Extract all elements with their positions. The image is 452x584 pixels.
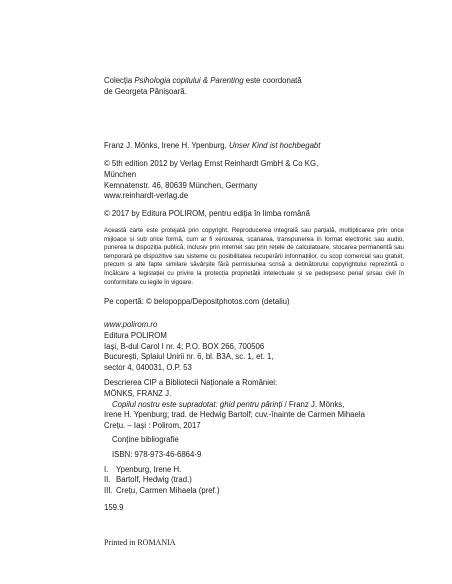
cover-credit: Pe copertă: © belopoppa/Depositphotos.com (detaliu) <box>104 297 290 306</box>
original-title-line <box>104 141 404 152</box>
list-item: III. Crețu, Carmen Mihaela (pref.) <box>104 486 220 496</box>
collection-note <box>104 76 404 98</box>
legal-notice: Această carte este protejată prin copyright. Reproducerea integrală sau parțială, multiplicarea prin orice mijloace și sub orice formă, cum ar fi xeroxarea, scanarea, transpunerea în format electronic sau audio, punerea la dispoziția publică, inclusiv prin internet sau prin rețele de calculatoare, stocarea permanentă sau temporară pe dispozitive sau sisteme cu posibilitatea recuperării informațiilor, cu scop comercial sau gratuit, precum și alte fapte similare săvârșite fără permisiunea scrisă a deținătorului copyrightului reprezintă o încălcare a legislației cu privire la protecția proprietății intelectuale și se pedepsesc penal și/sau civil în conformitate cu legile în vigoare. <box>104 227 404 286</box>
classification: 159.9 <box>104 502 124 512</box>
printed-in: Printed in ROMANIA <box>104 538 176 547</box>
publisher-name: Editura POLIROM <box>104 330 167 340</box>
collection-name: Psihologia copilului & Parenting <box>134 76 244 85</box>
publisher-website-de: www.reinhardt-verlag.de <box>104 191 189 201</box>
contributor-list <box>104 465 404 497</box>
cip-contents: Conține bibliografie <box>112 434 179 444</box>
publisher-website: www.polirom.ro <box>104 320 158 329</box>
isbn: ISBN: 978-973-46-6864-9 <box>112 449 202 459</box>
original-copyright: © 5th edition 2012 by Verlag Ernst Reinhardt GmbH & Co KG, München Kemnatenstr. 46, 80639 München, Germany www.reinhardt-verlag.de <box>104 159 404 202</box>
publisher-info: www.polirom.ro Editura POLIROM Iași, B-dul Carol I nr. 4; P.O. BOX 266, 700506 București, Splaiul Unirii nr. 6, bl. B3A, sc. 1, et. 1, sector 4, 040031, O.P. 53 <box>104 320 404 374</box>
cip-heading: Descrierea CIP a Bibliotecii Naționale a României: <box>104 378 278 387</box>
original-title: Unser Kind ist hochbegabt <box>228 141 321 150</box>
list-item: II. Bartolf, Hedwig (trad.) <box>104 475 192 485</box>
romanian-copyright: © 2017 by Editura POLIROM, pentru ediția în limba română <box>104 209 310 218</box>
cip-author: MÖNKS, FRANZ J. <box>104 388 172 398</box>
cip-description: Descrierea CIP a Bibliotecii Naționale a României: MÖNKS, FRANZ J. Copilul nostru este supradotat: ghid pentru părinți / Franz J. Mönks, Irene H. Ypenburg; trad. de Hedwig Bartolf; cuv.-înainte de Carmen Mihaela Crețu. – Iași : Polirom, 2017 Conține bibliografie ISBN: 978-973-46-6864-9 I. Ypenburg, Irene H. II. Bartolf, Hedwig (trad.) III. Crețu, Carmen Mihaela (pref.) 159.9 <box>104 378 404 514</box>
cip-title: Copilul nostru este supradotat: ghid pentru părinți <box>112 399 283 409</box>
original-authors: Franz J. Mönks, Irene H. Ypenburg, <box>104 141 229 150</box>
collection-line-1: Colecția Psihologia copilului & Parenting este coordonată <box>104 76 302 85</box>
collection-line-2: de Georgeta Pânișoară. <box>104 86 187 96</box>
list-item: I. Ypenburg, Irene H. <box>104 464 182 474</box>
